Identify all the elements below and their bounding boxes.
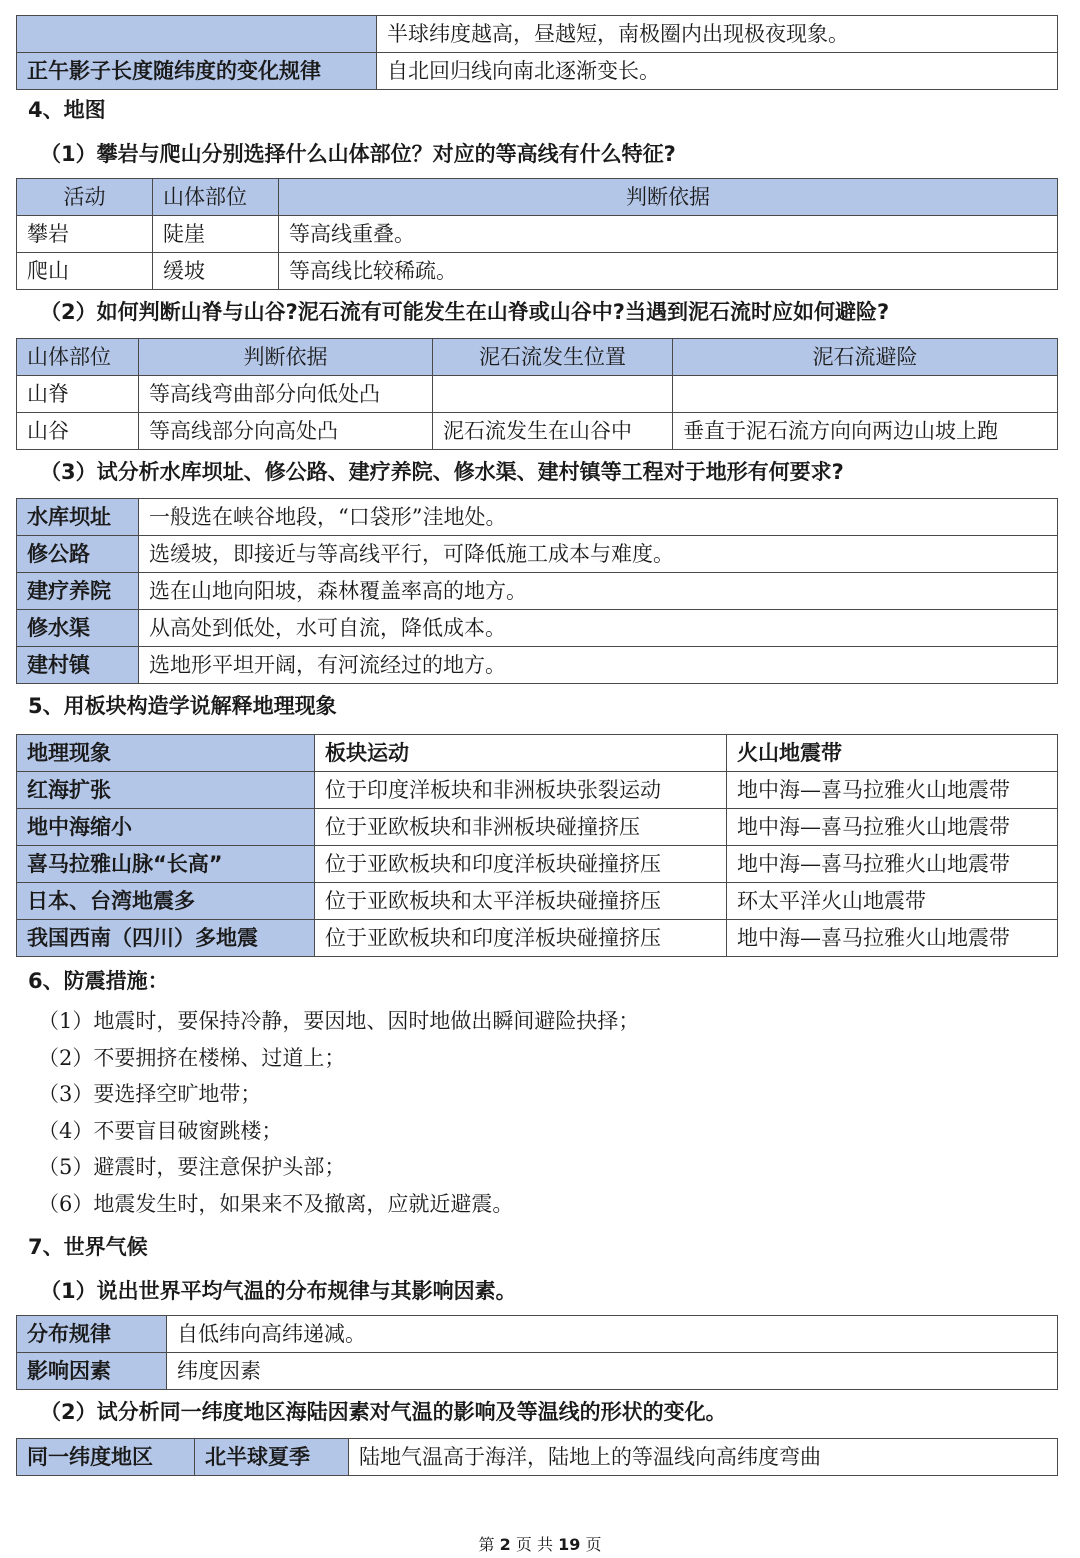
shadow-latitude-table — [16, 15, 1058, 90]
table-cell: 自北回归线向南北逐渐变长。 — [377, 53, 1058, 90]
table-cell: 选在山地向阳坡，森林覆盖率高的地方。 — [139, 573, 1058, 610]
column-header: 泥石流发生位置 — [433, 339, 673, 376]
column-header: 判断依据 — [279, 179, 1058, 216]
question-heading: （1）说出世界平均气温的分布规律与其影响因素。 — [40, 1278, 517, 1303]
footer-prefix: 第 — [478, 1535, 495, 1554]
table-row — [17, 376, 1058, 413]
table-cell: 等高线比较稀疏。 — [279, 253, 1058, 290]
table-cell: 选地形平坦开阔，有河流经过的地方。 — [139, 647, 1058, 684]
page-number: 2 — [499, 1535, 511, 1554]
table-cell: 等高线弯曲部分向低处凸 — [139, 376, 433, 413]
question-heading: （3）试分析水库坝址、修公路、建疗养院、修水渠、建村镇等工程对于地形有何要求? — [40, 460, 844, 484]
table-cell: 选缓坡，即接近与等高线平行，可降低施工成本与难度。 — [139, 536, 1058, 573]
table-row — [17, 573, 1058, 610]
list-item: （5）避震时，要注意保护头部； — [38, 1155, 346, 1180]
table-cell: 建村镇 — [17, 647, 139, 684]
column-header: 山体部位 — [153, 179, 279, 216]
table-cell: 等高线重叠。 — [279, 216, 1058, 253]
table-cell: 我国西南（四川）多地震 — [17, 920, 315, 957]
engineering-terrain-table — [16, 498, 1058, 684]
column-header: 判断依据 — [139, 339, 433, 376]
table-row — [17, 536, 1058, 573]
table-row — [17, 413, 1058, 450]
table-cell: 一般选在峡谷地段，“口袋形”洼地处。 — [139, 499, 1058, 536]
table-cell: 山脊 — [17, 376, 139, 413]
section-heading-plate-tectonics: 5、用板块构造学说解释地理现象 — [28, 694, 337, 718]
footer-mid: 页 共 — [515, 1535, 553, 1554]
footer-suffix: 页 — [585, 1535, 602, 1554]
table-cell: 等高线部分向高处凸 — [139, 413, 433, 450]
table-cell: 位于亚欧板块和印度洋板块碰撞挤压 — [315, 846, 727, 883]
table-row — [17, 772, 1058, 809]
list-item: （6）地震发生时，如果来不及撤离，应就近避震。 — [38, 1191, 514, 1216]
column-header: 活动 — [17, 179, 153, 216]
table-cell: 泥石流发生在山谷中 — [433, 413, 673, 450]
page-footer — [0, 1532, 1080, 1555]
table-cell: 攀岩 — [17, 216, 153, 253]
table-cell: 北半球夏季 — [195, 1438, 349, 1475]
section-heading-world-climate: 7、世界气候 — [28, 1234, 148, 1259]
table-row — [17, 216, 1058, 253]
table-cell: 建疗养院 — [17, 573, 139, 610]
table-row — [17, 16, 1058, 53]
section-heading-map: 4、地图 — [28, 98, 106, 122]
table-cell: 位于印度洋板块和非洲板块张裂运动 — [315, 772, 727, 809]
table-header-row — [17, 735, 1058, 772]
question-heading: （1）攀岩与爬山分别选择什么山体部位？对应的等高线有什么特征? — [40, 142, 676, 166]
table-cell: 位于亚欧板块和非洲板块碰撞挤压 — [315, 809, 727, 846]
table-cell: 陆地气温高于海洋，陆地上的等温线向高纬度弯曲 — [349, 1438, 1058, 1475]
table-row — [17, 1315, 1058, 1352]
table-cell: 喜马拉雅山脉“长高” — [17, 846, 315, 883]
question-heading: （2）如何判断山脊与山谷?泥石流有可能发生在山脊或山谷中?当遇到泥石流时应如何避险? — [40, 300, 890, 324]
table-cell: 红海扩张 — [17, 772, 315, 809]
table-cell: 地中海—喜马拉雅火山地震带 — [727, 846, 1058, 883]
table-cell: 环太平洋火山地震带 — [727, 883, 1058, 920]
table-row — [17, 610, 1058, 647]
table-cell: 水库坝址 — [17, 499, 139, 536]
table-row — [17, 1438, 1058, 1475]
table-cell: 自低纬向高纬递减。 — [167, 1315, 1058, 1352]
table-row — [17, 253, 1058, 290]
table-cell: 地中海缩小 — [17, 809, 315, 846]
list-item: （3）要选择空旷地带； — [38, 1082, 262, 1107]
measures-list — [16, 1003, 1058, 1223]
table-cell: 位于亚欧板块和印度洋板块碰撞挤压 — [315, 920, 727, 957]
climbing-table — [16, 178, 1058, 290]
table-cell: 同一纬度地区 — [17, 1438, 195, 1475]
table-cell: 陡崖 — [153, 216, 279, 253]
table-cell: 地中海—喜马拉雅火山地震带 — [727, 772, 1058, 809]
column-header: 山体部位 — [17, 339, 139, 376]
table-cell: 半球纬度越高，昼越短，南极圈内出现极夜现象。 — [377, 16, 1058, 53]
table-row — [17, 846, 1058, 883]
column-header: 板块运动 — [315, 735, 727, 772]
table-cell: 日本、台湾地震多 — [17, 883, 315, 920]
table-cell — [17, 16, 377, 53]
table-cell: 地中海—喜马拉雅火山地震带 — [727, 809, 1058, 846]
table-cell: 爬山 — [17, 253, 153, 290]
table-row — [17, 809, 1058, 846]
table-row — [17, 883, 1058, 920]
table-cell: 位于亚欧板块和太平洋板块碰撞挤压 — [315, 883, 727, 920]
plate-tectonics-table — [16, 734, 1058, 957]
table-cell: 地中海—喜马拉雅火山地震带 — [727, 920, 1058, 957]
table-row — [17, 920, 1058, 957]
table-cell: 垂直于泥石流方向向两边山坡上跑 — [673, 413, 1058, 450]
table-header-row — [17, 339, 1058, 376]
table-cell: 缓坡 — [153, 253, 279, 290]
table-cell: 纬度因素 — [167, 1352, 1058, 1389]
column-header: 火山地震带 — [727, 735, 1058, 772]
list-item: （1）地震时，要保持冷静，要因地、因时地做出瞬间避险抉择； — [38, 1009, 640, 1033]
list-item: （4）不要盲目破窗跳楼； — [38, 1118, 283, 1143]
document-page — [16, 0, 1058, 1476]
column-header: 泥石流避险 — [673, 339, 1058, 376]
table-cell — [673, 376, 1058, 413]
temperature-distribution-table — [16, 1315, 1058, 1390]
table-header-row — [17, 179, 1058, 216]
question-heading: （2）试分析同一纬度地区海陆因素对气温的影响及等温线的形状的变化。 — [40, 1399, 727, 1424]
table-row — [17, 499, 1058, 536]
ridge-valley-table — [16, 338, 1058, 450]
table-cell: 修水渠 — [17, 610, 139, 647]
table-cell: 修公路 — [17, 536, 139, 573]
section-heading-earthquake-measures: 6、防震措施： — [28, 969, 169, 993]
table-cell — [433, 376, 673, 413]
table-cell: 从高处到低处，水可自流，降低成本。 — [139, 610, 1058, 647]
table-row — [17, 647, 1058, 684]
table-cell: 山谷 — [17, 413, 139, 450]
total-pages: 19 — [558, 1535, 581, 1554]
table-cell: 分布规律 — [17, 1315, 167, 1352]
land-sea-table — [16, 1438, 1058, 1476]
table-row — [17, 53, 1058, 90]
table-cell: 正午影子长度随纬度的变化规律 — [17, 53, 377, 90]
table-row — [17, 1352, 1058, 1389]
list-item: （2）不要拥挤在楼梯、过道上； — [38, 1045, 346, 1070]
table-cell: 影响因素 — [17, 1352, 167, 1389]
column-header: 地理现象 — [17, 735, 315, 772]
